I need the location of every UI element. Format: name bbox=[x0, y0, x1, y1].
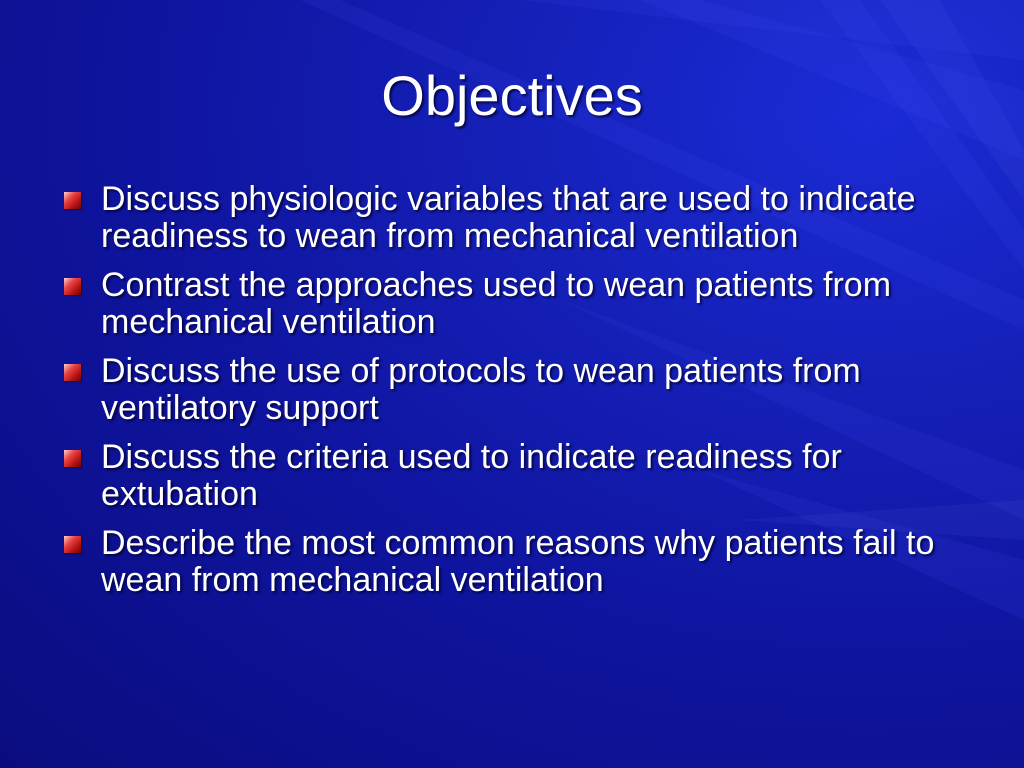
square-bullet-icon bbox=[64, 192, 81, 209]
square-bullet-icon bbox=[64, 364, 81, 381]
bullet-text: Describe the most common reasons why patients fail to wean from mechanical ventilation bbox=[101, 524, 935, 599]
objectives-list bbox=[64, 181, 964, 611]
bullet-item bbox=[64, 181, 964, 255]
bullet-text: Discuss the use of protocols to wean patients from ventilatory support bbox=[101, 352, 861, 427]
square-bullet-icon bbox=[64, 536, 81, 553]
bullet-item bbox=[64, 267, 964, 341]
bullet-item bbox=[64, 525, 964, 599]
bullet-item bbox=[64, 353, 964, 427]
slide-title: Objectives bbox=[381, 64, 643, 127]
square-bullet-icon bbox=[64, 278, 81, 295]
bullet-text: Discuss physiologic variables that are used to indicate readiness to wean from mechanical ventilation bbox=[101, 180, 916, 255]
bullet-text: Discuss the criteria used to indicate readiness for extubation bbox=[101, 438, 842, 513]
bullet-item bbox=[64, 439, 964, 513]
bullet-text: Contrast the approaches used to wean patients from mechanical ventilation bbox=[101, 266, 892, 341]
square-bullet-icon bbox=[64, 450, 81, 467]
